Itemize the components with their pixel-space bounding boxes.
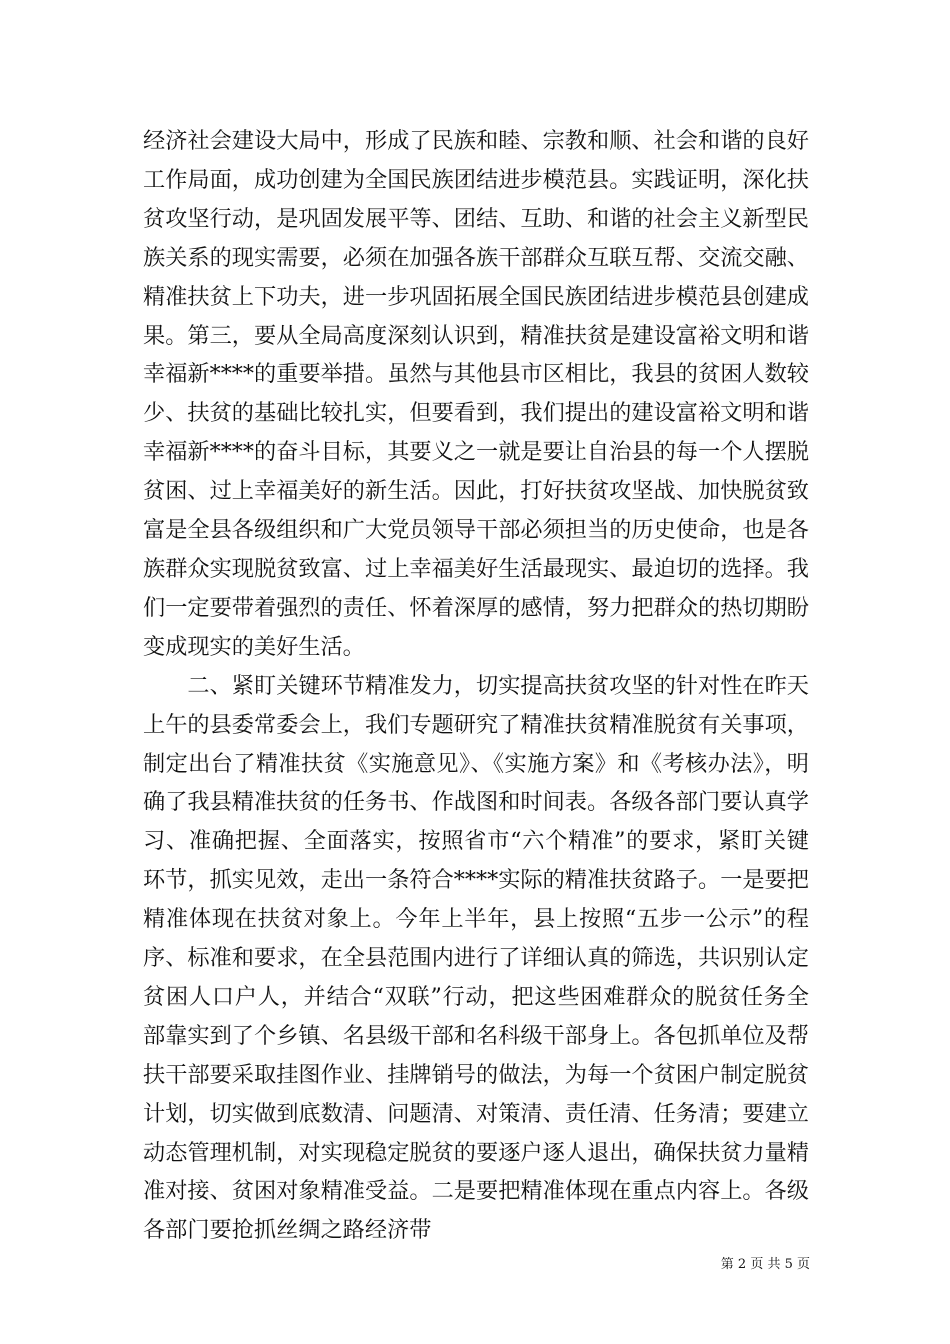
page-number: 第 2 页 共 5 页 — [720, 1257, 810, 1272]
paragraph-1: 经济社会建设大局中，形成了民族和睦、宗教和顺、社会和谐的良好工作局面，成功创建为全国民族团结进步模范县。实践证明，深化扶贫攻坚行动，是巩固发展平等、团结、互助、和谐的社会主义新型民族关系的现实需要，必须在加强各族干部群众互联互帮、交流交融、精准扶贫上下功夫，进一步巩固拓展全国民族团结进步模范县创建成果。第三，要从全局高度深刻认识到，精准扶贫是建设富裕文明和谐幸福新****的重要举措。虽然与其他县市区相比，我县的贫困人数较少、扶贫的基础比较扎实，但要看到，我们提出的建设富裕文明和谐幸福新****的奋斗目标，其要义之一就是要让自治县的每一个人摆脱贫困、过上幸福美好的新生活。因此，打好扶贫攻坚战、加快脱贫致富是全县各级组织和广大党员领导干部必须担当的历史使命，也是各族群众实现脱贫致富、过上幸福美好生活最现实、最迫切的选择。我们一定要带着强烈的责任、怀着深厚的感情，努力把群众的热切期盼变成现实的美好生活。 — [143, 128, 809, 660]
paragraph-2: 二、紧盯关键环节精准发力，切实提高扶贫攻坚的针对性在昨天上午的县委常委会上，我们专题研究了精准扶贫精准脱贫有关事项，制定出台了精准扶贫《实施意见》、《实施方案》和《考核办法》，明确了我县精准扶贫的任务书、作战图和时间表。各级各部门要认真学习、准确把握、全面落实，按照省市“六个精准”的要求，紧盯关键环节，抓实见效，走出一条符合****实际的精准扶贫路子。一是要把精准体现在扶贫对象上。今年上半年，县上按照“五步一公示”的程序、标准和要求，在全县范围内进行了详细认真的筛选，共识别认定贫困人口户人，并结合“双联”行动，把这些困难群众的脱贫任务全部靠实到了个乡镇、名县级干部和名科级干部身上。各包抓单位及帮扶干部要采取挂图作业、挂牌销号的做法，为每一个贫困户制定脱贫计划，切实做到底数清、问题清、对策清、责任清、任务清；要建立动态管理机制，对实现稳定脱贫的要逐户逐人退出，确保扶贫力量精准对接、贫困对象精准受益。二是要把精准体现在重点内容上。各级各部门要抢抓丝绸之路经济带 — [143, 672, 809, 1244]
body-text — [143, 122, 809, 1250]
